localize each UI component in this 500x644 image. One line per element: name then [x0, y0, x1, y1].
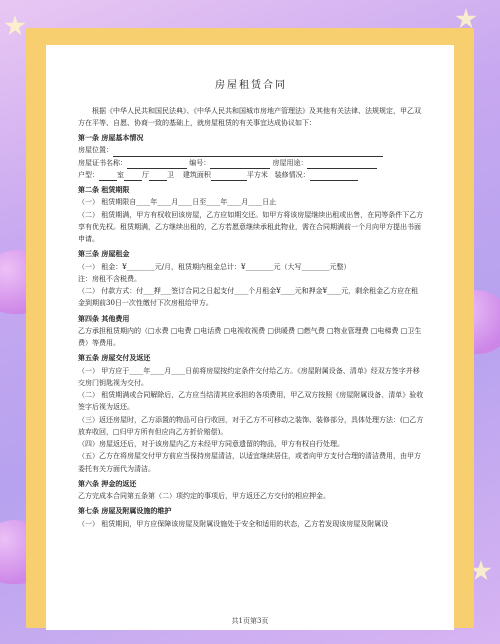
page-footer: 共1页第3页	[231, 617, 269, 625]
page-title: 房屋租赁合同	[215, 80, 287, 91]
section-4-title: 第四条 其他费用	[78, 313, 130, 323]
room-unit: 室	[117, 170, 124, 179]
rent-paragraph-2: （二） 付款方式：付___押___签订合同之日起支付____个月租金¥____元和押金¥____元，剩余租金乙方应在租金到期前30日一次性缴付下次房租给甲方。	[78, 287, 419, 308]
contract-page	[46, 45, 454, 630]
intro-paragraph: 根据《中华人民共和国民法典》、《中华人民共和国城市房地产管理法》及其他有关法律、法规规定，甲乙双方在平等、自愿、协商一致的基础上，就房屋租赁的有关事宜达成协议如下：	[78, 106, 421, 127]
section-6-title: 第六条 押金的返还	[78, 478, 137, 488]
delivery-paragraph-1: （一） 甲方应于____年____月____日前将房屋按约定条件交付给乙方。《房屋附属设备、清单》经双方签字并移交房门钥匙视为交付。	[78, 366, 420, 387]
cert-label: 房屋证书名称：	[78, 158, 127, 167]
delivery-paragraph-4: （四）房屋返还后，对于该房屋内乙方未经甲方同意遗留的物品，甲方有权自行处理。	[78, 440, 344, 448]
contract-body	[78, 77, 424, 530]
delivery-paragraph-5: （五）乙方在将房屋交付甲方前应当保持房屋清洁，以适宜继续居住，或者向甲方支付合理的清洁费用，由甲方委托有关方面代为清洁。	[78, 452, 421, 473]
section-1-title: 第一条 房屋基本情况	[78, 133, 144, 142]
location-line	[78, 144, 424, 156]
number-label: 编号：	[189, 158, 211, 167]
fees-paragraph: 乙方承担租赁期内的（□水费 □电费 □电话费 □电视收视费 □供暖费 □燃气费 □物业管理费 □电梯费 □卫生费）等费用。	[78, 326, 422, 347]
area-unit: 平方米	[246, 170, 268, 179]
star-icon	[4, 15, 26, 37]
section-2-title: 第二条 租赁期限	[78, 185, 130, 194]
section-3-title: 第三条 房屋租金	[78, 249, 130, 259]
delivery-paragraph-3: （三）返还房屋时，乙方添置的物品可自行收回，对于乙方不可移动之装饰、装修部分，具体处理方法：(□乙方放弃收回，□归甲方所有但应向乙方折价赔偿)。	[78, 415, 424, 436]
term-paragraph-2: （二） 租赁期满，甲方有权收回该房屋，乙方应如期交还。如甲方将该房屋继续出租或出售，在同等条件下乙方享有优先权。租赁期满，乙方继续出租的，乙方若愿意继续承租此物业，需在合同期满前一个月向甲方提出书面申请。	[78, 210, 424, 243]
hall-unit: 厅	[142, 170, 149, 179]
star-icon	[455, 8, 477, 30]
type-label: 户型：	[78, 170, 99, 179]
rent-note: 注：房租不含税费。	[78, 274, 141, 283]
term-paragraph-1: （一） 租赁期限自____年____月____日至____年____月____日止	[78, 198, 277, 207]
layout-line	[78, 169, 424, 181]
maintenance-paragraph: （一） 租赁期间，甲方应保障该房屋及附属设施处于安全和适用的状态，乙方若发现该房屋及附属设	[78, 519, 389, 528]
rent-paragraph-1: （一） 租金：¥________元/月，租赁期内租金总计：¥________元（大写________元整）	[78, 262, 351, 271]
bath-unit: 卫	[167, 170, 174, 179]
equip-label: 装修情况：	[274, 170, 310, 179]
use-label: 房屋用途：	[272, 158, 308, 167]
section-5-title: 第五条 房屋交付及返还	[78, 353, 151, 363]
delivery-paragraph-2: （二） 租赁期满或合同解除后，乙方应当结清其应承担的各项费用，甲乙双方按照《房屋附属设备、清单》验收签字后视为返还。	[78, 391, 424, 412]
cert-line	[78, 157, 424, 169]
location-label: 房屋位置：	[78, 146, 113, 155]
deposit-paragraph: 乙方完成本合同第五条第（二）项约定的事项后，甲方返还乙方交付的相应押金。	[78, 492, 330, 500]
area-label: 建筑面积	[182, 170, 211, 179]
section-7-title: 第七条 房屋及附属设施的维护	[78, 506, 172, 516]
